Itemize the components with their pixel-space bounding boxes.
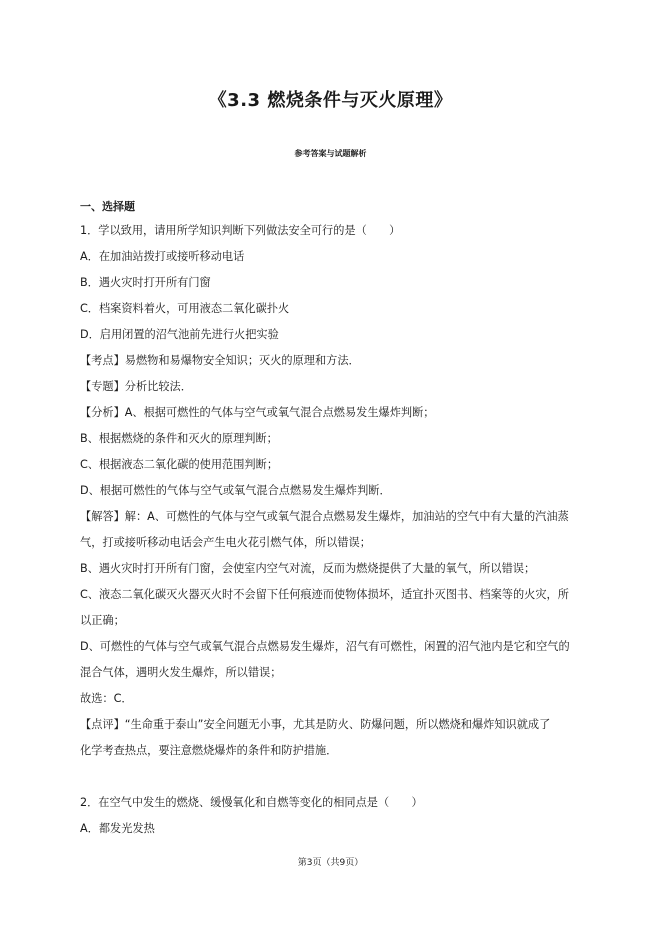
solution-line-7: 混合气体，遇明火发生爆炸，所以错误； [80,666,282,679]
analysis-line-2: B、根据燃烧的条件和灭火的原理判断； [80,432,278,445]
section-heading: 一、选择题 [80,200,135,213]
solution-line-2: 气，打或接听移动电话会产生电火花引燃气体，所以错误； [80,536,371,549]
question-2-stem: 2．在空气中发生的燃烧、缓慢氧化和自燃等变化的相同点是（ ） [80,796,423,809]
solution-line-5: 以正确； [80,614,125,627]
analysis-line-4: D、根据可燃性的气体与空气或氧气混合点燃易发生爆炸判断． [80,484,391,497]
question-2-option-a: A．都发光发热 [80,822,155,835]
question-1-option-d: D．启用闭置的沼气池前先进行火把实验 [80,328,279,341]
solution-line-1: 【解答】解：A、可燃性的气体与空气或氧气混合点燃易发生爆炸，加油站的空气中有大量的汽油蒸 [80,510,569,523]
comment-line-1: 【点评】“生命重于泰山”安全问题无小事，尤其是防火、防爆问题，所以燃烧和爆炸知识就成了 [80,718,551,731]
topic: 【专题】分析比较法． [80,380,192,393]
question-1-option-a: A．在加油站拨打或接听移动电话 [80,250,245,263]
analysis-line-1: 【分析】A、根据可燃性的气体与空气或氧气混合点燃易发生爆炸判断； [80,406,435,419]
question-1-option-c: C．档案资料着火，可用液态二氧化碳扑火 [80,302,290,315]
solution-line-4: C、液态二氧化碳灭火器灭火时不会留下任何痕迹而使物体损坏，适宜扑灭图书、档案等的火灾，所 [80,588,569,601]
question-1-option-b: B．遇火灾时打开所有门窗 [80,276,211,289]
solution-line-6: D、可燃性的气体与空气或氧气混合点燃易发生爆炸，沼气有可燃性，闲置的沼气池内是它和空气的 [80,640,570,653]
document-subtitle: 参考答案与试题解析 [294,149,367,158]
knowledge-point: 【考点】易燃物和易爆物安全知识；灭火的原理和方法． [80,354,360,367]
analysis-line-3: C、根据液态二氧化碳的使用范围判断； [80,458,279,471]
comment-line-2: 化学考查热点，要注意燃烧爆炸的条件和防护措施． [80,744,338,757]
solution-line-3: B、遇火灾时打开所有门窗，会使室内空气对流，反而为燃烧提供了大量的氧气，所以错误； [80,562,536,575]
document-title: 《3.3 燃烧条件与灭火原理》 [208,90,453,111]
question-1-stem: 1．学以致用，请用所学知识判断下列做法安全可行的是（ ） [80,224,401,237]
answer-choice: 故选：C． [80,692,133,705]
page-footer: 第3页（共9页） [297,858,364,868]
